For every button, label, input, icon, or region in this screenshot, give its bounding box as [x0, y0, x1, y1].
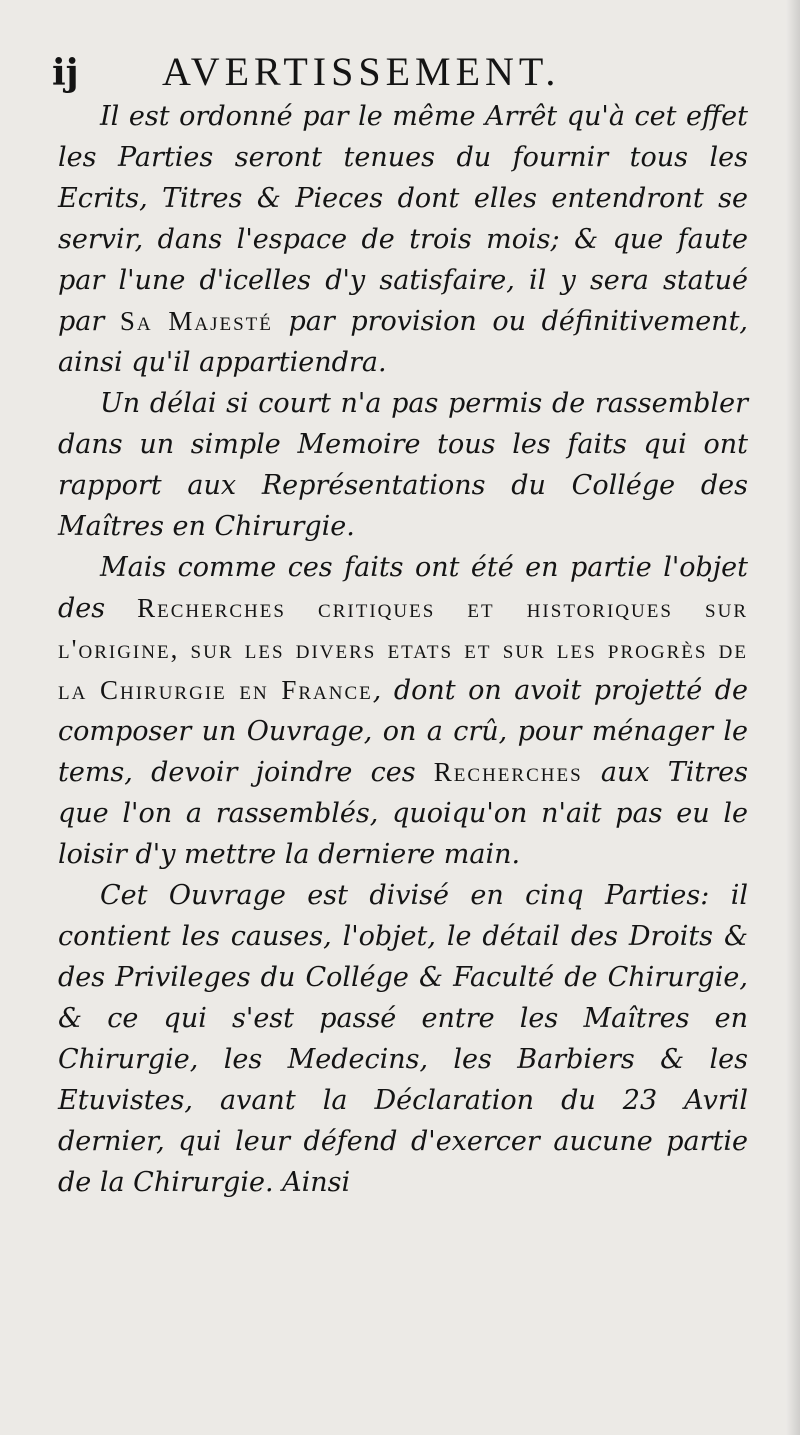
text-segment: Cet Ouvrage est divisé en cinq Parties: il contient les causes, l'objet, le détail des Droits & des Privileges du Collége & Faculté de Chirurgie, & ce qui s'est passé entre les Maîtres en Chirurgie, les Medecins, les Barbiers & les Etuvistes, avant la Déclaration du 23 Avril dernier, qui leur défend d'exercer aucune partie de la Chirurgie. Ainsi: [58, 880, 748, 1198]
text-segment: par provision ou définitivement, ainsi qu'il appartiendra.: [58, 306, 749, 378]
page-number: ij: [52, 52, 79, 94]
paragraph: [58, 383, 748, 547]
running-head: [52, 40, 760, 100]
small-caps-segment: Sa Majesté: [119, 306, 273, 336]
text-segment: Mais comme ces faits ont été en partie l'objet des: [58, 552, 748, 624]
text-segment: Il est ordonné par le même Arrêt qu'à cet effet les Parties seront tenues du fournir tous les Ecrits, Titres & Pieces dont elles entendront se servir, dans l'espace de trois mois; & que faute par l'une d'icelles d'y satisfaire, il y sera statué par: [58, 101, 748, 337]
body-text: [58, 96, 748, 1203]
small-caps-segment: Recherches critiques et historiques sur l'origine, sur les divers etats et sur les progrès de la Chirurgie en France: [58, 593, 749, 705]
paragraph: [58, 96, 748, 383]
text-segment: , dont on avoit projetté de composer un Ouvrage, on a crû, pour ménager le tems, devoir joindre ces: [58, 675, 748, 788]
text-segment: aux Titres que l'on a rassemblés, quoiqu'on n'ait pas eu le loisir d'y mettre la derniere main.: [58, 757, 748, 870]
paragraph: [58, 875, 748, 1203]
text-segment: Un délai si court n'a pas permis de rassembler dans un simple Memoire tous les faits qui ont rapport aux Représentations du Collége des Maîtres en Chirurgie.: [58, 388, 748, 542]
running-title: AVERTISSEMENT.: [162, 49, 561, 94]
small-caps-segment: Recherches: [433, 757, 583, 787]
paragraph: [58, 547, 748, 875]
